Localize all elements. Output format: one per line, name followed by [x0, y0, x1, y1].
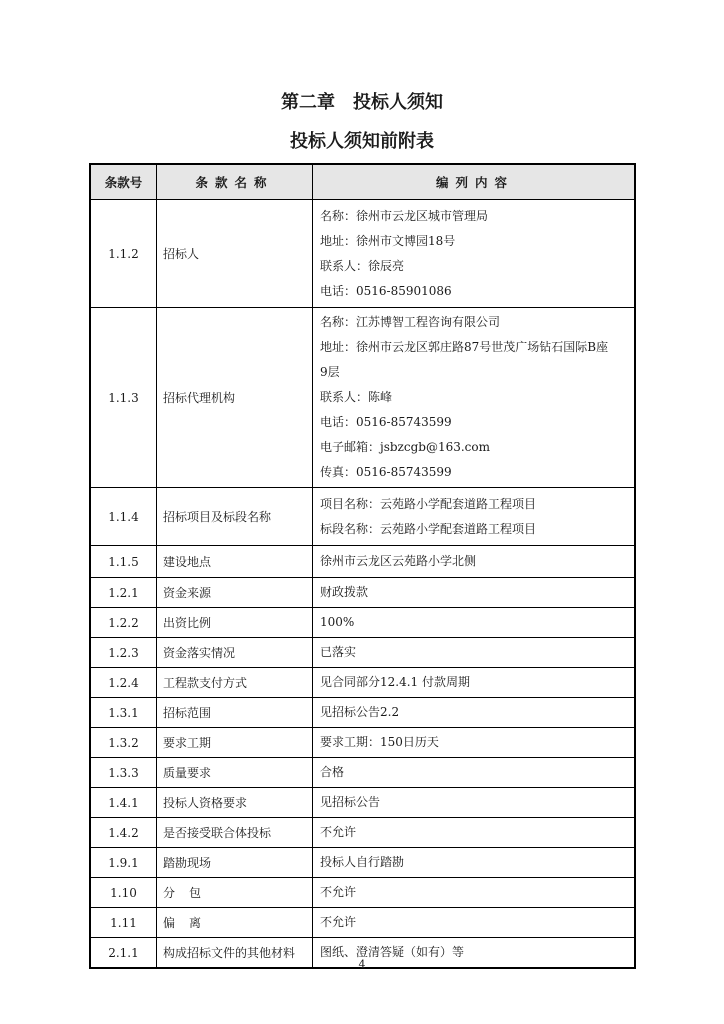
content-line: 联系人：徐辰亮	[320, 258, 405, 273]
content-line: 合格	[320, 765, 345, 779]
table-title: 投标人须知前附表	[290, 131, 434, 152]
clause-content	[313, 578, 636, 608]
clause-content	[313, 668, 636, 698]
clause-content	[313, 848, 636, 878]
content-line: 不允许	[320, 825, 357, 839]
clause-number: 1.9.1	[90, 848, 157, 878]
content-line: 见招标公告2.2	[320, 705, 400, 719]
clause-number: 1.11	[90, 908, 157, 938]
clause-number: 1.4.2	[90, 818, 157, 848]
clause-number: 1.4.1	[90, 788, 157, 818]
clause-number: 1.2.1	[90, 578, 157, 608]
content-line: 地址：徐州市云龙区郭庄路87号世茂广场钻石国际B座	[320, 340, 609, 354]
clause-content	[313, 488, 636, 546]
clause-name: 要求工期	[157, 728, 313, 758]
clause-name: 资金落实情况	[157, 638, 313, 668]
clause-number: 1.3.3	[90, 758, 157, 788]
clause-name: 是否接受联合体投标	[157, 818, 313, 848]
content-line: 电子邮箱：jsbzcgb@163.com	[320, 440, 491, 454]
table-row	[90, 308, 635, 488]
clause-number: 1.1.3	[90, 308, 157, 488]
content-line: 不允许	[320, 915, 357, 929]
content-line: 地址：徐州市文博园18号	[320, 233, 456, 248]
clause-name: 建设地点	[157, 546, 313, 578]
content-line: 电话：0516-85901086	[320, 283, 452, 298]
content-line: 名称：徐州市云龙区城市管理局	[320, 208, 489, 223]
table-header-row	[90, 164, 635, 200]
content-line: 见招标公告	[320, 795, 381, 809]
clause-name: 投标人资格要求	[157, 788, 313, 818]
bidder-instructions-table	[89, 163, 636, 969]
table-row	[90, 848, 635, 878]
table-row	[90, 546, 635, 578]
clause-content	[313, 546, 636, 578]
header-content: 编列内容	[313, 164, 636, 200]
clause-content	[313, 758, 636, 788]
clause-number: 2.1.1	[90, 938, 157, 969]
clause-content	[313, 698, 636, 728]
clause-number: 1.3.2	[90, 728, 157, 758]
clause-content	[313, 818, 636, 848]
content-line: 财政拨款	[320, 585, 369, 599]
chapter-title: 第二章 投标人须知	[281, 92, 443, 113]
clause-content	[313, 728, 636, 758]
content-line: 不允许	[320, 885, 357, 899]
table-row	[90, 728, 635, 758]
clause-number: 1.3.1	[90, 698, 157, 728]
table-row	[90, 908, 635, 938]
content-line: 项目名称：云苑路小学配套道路工程项目	[320, 496, 537, 511]
clause-content	[313, 200, 636, 308]
header-clause-number: 条款号	[90, 164, 157, 200]
content-line: 电话：0516-85743599	[320, 415, 452, 429]
table-row	[90, 878, 635, 908]
clause-name: 构成招标文件的其他材料	[157, 938, 313, 969]
table-row	[90, 668, 635, 698]
content-line: 投标人自行踏勘	[320, 855, 405, 869]
clause-content	[313, 638, 636, 668]
page-number: 4	[358, 958, 366, 971]
clause-name: 招标范围	[157, 698, 313, 728]
table-row	[90, 788, 635, 818]
table-row	[90, 608, 635, 638]
clause-name: 偏离	[157, 908, 313, 938]
content-line: 要求工期：150日历天	[320, 735, 439, 749]
content-line: 标段名称：云苑路小学配套道路工程项目	[320, 521, 537, 536]
content-line: 100%	[320, 615, 355, 629]
table-body	[90, 200, 635, 969]
content-line: 名称：江苏博智工程咨询有限公司	[320, 315, 501, 329]
clause-content	[313, 308, 636, 488]
content-line: 徐州市云龙区云苑路小学北侧	[320, 554, 477, 568]
table-row	[90, 638, 635, 668]
clause-content	[313, 788, 636, 818]
table-row	[90, 200, 635, 308]
table-row	[90, 578, 635, 608]
clause-number: 1.1.4	[90, 488, 157, 546]
content-line: 图纸、澄清答疑（如有）等	[320, 945, 465, 959]
clause-name: 踏勘现场	[157, 848, 313, 878]
clause-number: 1.2.4	[90, 668, 157, 698]
clause-content	[313, 908, 636, 938]
clause-name: 出资比例	[157, 608, 313, 638]
clause-number: 1.2.2	[90, 608, 157, 638]
clause-content	[313, 878, 636, 908]
clause-number: 1.1.5	[90, 546, 157, 578]
header-clause-name: 条款名称	[157, 164, 313, 200]
clause-name: 工程款支付方式	[157, 668, 313, 698]
clause-name: 招标代理机构	[157, 308, 313, 488]
content-line: 联系人：陈峰	[320, 390, 393, 404]
clause-name: 招标项目及标段名称	[157, 488, 313, 546]
clause-number: 1.10	[90, 878, 157, 908]
clause-content	[313, 608, 636, 638]
clause-number: 1.2.3	[90, 638, 157, 668]
content-line: 传真：0516-85743599	[320, 465, 452, 479]
content-line: 已落实	[320, 645, 357, 659]
clause-name: 质量要求	[157, 758, 313, 788]
table-row	[90, 698, 635, 728]
clause-number: 1.1.2	[90, 200, 157, 308]
content-line: 9层	[320, 365, 340, 379]
table-row	[90, 818, 635, 848]
clause-name: 招标人	[157, 200, 313, 308]
clause-name: 资金来源	[157, 578, 313, 608]
content-line: 见合同部分12.4.1 付款周期	[320, 675, 470, 689]
table-row	[90, 758, 635, 788]
clause-name: 分包	[157, 878, 313, 908]
table-row	[90, 488, 635, 546]
